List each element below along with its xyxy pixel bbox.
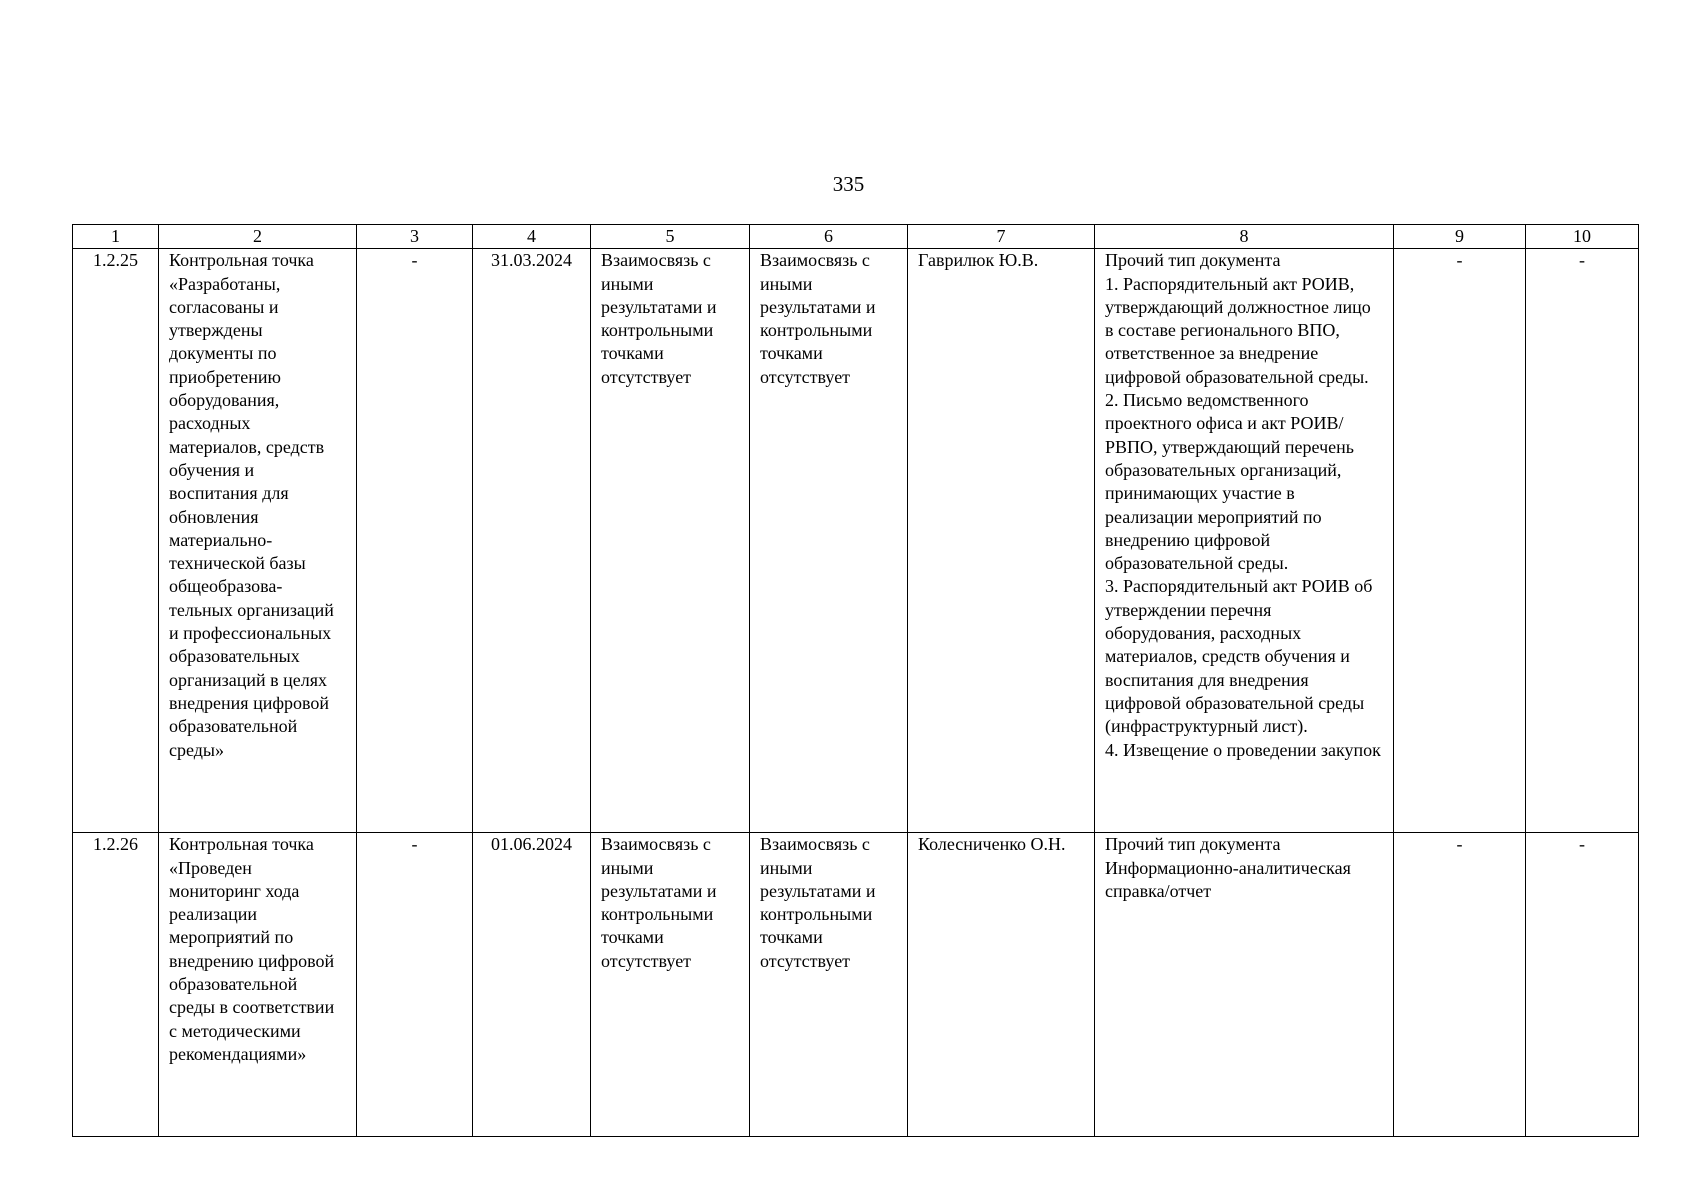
document-line: Прочий тип документа [1105, 834, 1281, 855]
column-header: 1 [73, 225, 159, 249]
column-header: 4 [473, 225, 591, 249]
responsible-person: Колесниченко О.Н. [908, 833, 1095, 1137]
relation-cell: Взаимосвязь с иными результатами и контрольными точками отсутствует [591, 249, 750, 833]
relation-cell: Взаимосвязь с иными результатами и контрольными точками отсутствует [750, 249, 908, 833]
responsible-person: Гаврилюк Ю.В. [908, 249, 1095, 833]
row-number: 1.2.25 [73, 249, 159, 833]
due-date: 31.03.2024 [473, 249, 591, 833]
column-header: 5 [591, 225, 750, 249]
cell-col9: - [1394, 249, 1526, 833]
due-date: 01.06.2024 [473, 833, 591, 1137]
header-row [73, 225, 1639, 249]
document-line: 3. Распорядительный акт РОИВ об утверждении перечня оборудования, расходных материалов, средств обучения и воспитания для внедрения цифровой образовательной среды (инфраструктурный лист). [1105, 576, 1373, 737]
control-point-name: Контрольная точка «Разработаны, согласованы и утверждены документы по приобретению оборудования, расходных материалов, средств обучения и воспитания для обновления материально-технической базы общеобразова-тельных организаций и профессиональных образовательных организаций в целях внедрения цифровой образовательной среды» [159, 249, 357, 833]
plan-table [72, 224, 1639, 1137]
relation-cell: Взаимосвязь с иными результатами и контрольными точками отсутствует [591, 833, 750, 1137]
column-header: 8 [1095, 225, 1394, 249]
cell-col3: - [357, 833, 473, 1137]
cell-col10: - [1526, 833, 1639, 1137]
cell-col3: - [357, 249, 473, 833]
document-line: 1. Распорядительный акт РОИВ, утверждающий должностное лицо в составе регионального ВПО, ответственное за внедрение цифровой образовательной среды. [1105, 273, 1371, 387]
document-line: 2. Письмо ведомственного проектного офиса и акт РОИВ/РВПО, утверждающий перечень образовательных организаций, принимающих участие в реализации мероприятий по внедрению цифровой образовательной среды. [1105, 390, 1354, 574]
relation-cell: Взаимосвязь с иными результатами и контрольными точками отсутствует [750, 833, 908, 1137]
column-header: 2 [159, 225, 357, 249]
document-line: 4. Извещение о проведении закупок [1105, 739, 1381, 760]
table-row [73, 249, 1639, 833]
documents-cell [1095, 249, 1394, 833]
control-point-name: Контрольная точка «Проведен мониторинг хода реализации мероприятий по внедрению цифровой образовательной среды в соответствии с методическими рекомендациями» [159, 833, 357, 1137]
column-header: 10 [1526, 225, 1639, 249]
column-header: 3 [357, 225, 473, 249]
table-row [73, 833, 1639, 1137]
page-number: 335 [832, 172, 865, 196]
column-header: 6 [750, 225, 908, 249]
column-header: 7 [908, 225, 1095, 249]
document-line: Прочий тип документа [1105, 250, 1281, 271]
documents-cell [1095, 833, 1394, 1137]
document-line: Информационно-аналитическая справка/отчет [1105, 857, 1351, 901]
row-number: 1.2.26 [73, 833, 159, 1137]
cell-col10: - [1526, 249, 1639, 833]
column-header: 9 [1394, 225, 1526, 249]
cell-col9: - [1394, 833, 1526, 1137]
